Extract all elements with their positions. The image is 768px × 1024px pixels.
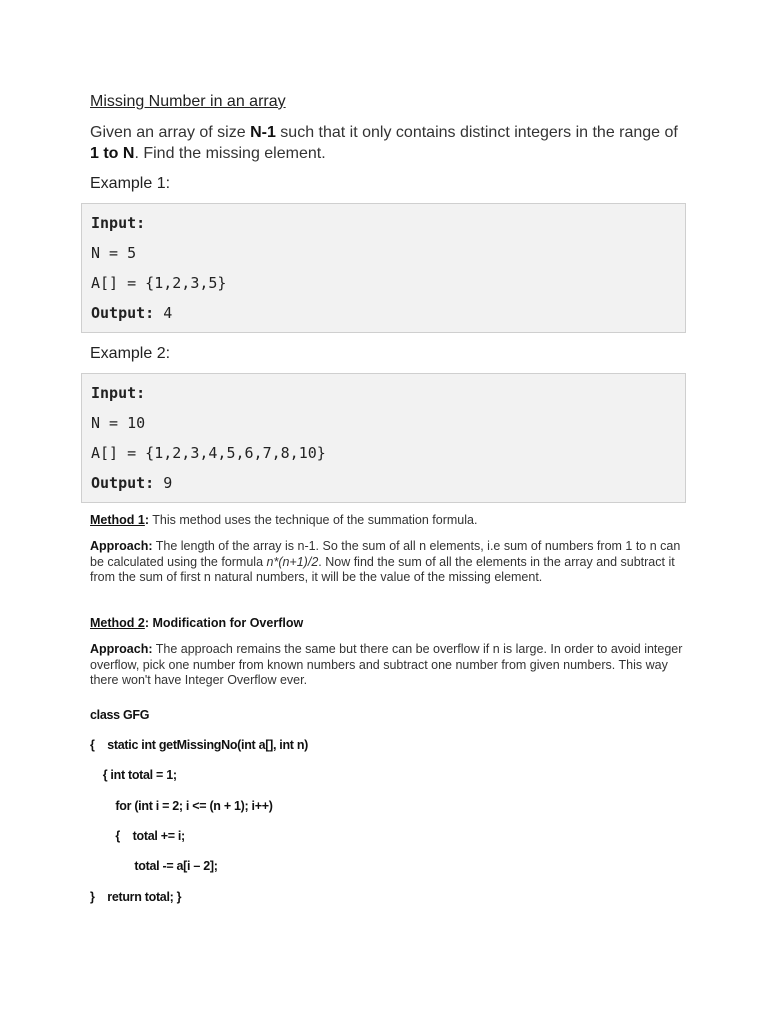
intro-text-1: Given an array of size <box>90 124 251 141</box>
code-line-6: total -= a[i – 2]; <box>90 859 218 873</box>
method-1-line <box>90 513 690 529</box>
approach-2-text: The approach remains the same but there can be overflow if n is large. In order to avoid integer overflow, pick one number from known numbers and subtract one number from given numbers. This way there won't have Integer Overflow ever. <box>90 642 683 687</box>
example-1-heading: Example 1: <box>90 175 171 192</box>
example-2-output-value: 9 <box>154 474 173 492</box>
intro-range-bold: 1 to N <box>90 145 135 162</box>
intro-size-bold: N-1 <box>250 124 276 141</box>
method-2-label: Method 2 <box>90 616 145 630</box>
example-1-output-label: Output: <box>91 304 155 322</box>
example-2-box <box>81 373 686 503</box>
example-2-input-label: Input: <box>91 384 146 402</box>
example-2-heading: Example 2: <box>90 345 171 362</box>
example-1-output-value: 4 <box>154 304 173 322</box>
code-line-7: } return total; } <box>90 890 182 904</box>
approach-1-paragraph <box>90 539 690 586</box>
code-line-1: class GFG <box>90 708 150 722</box>
example-1-output <box>91 304 172 322</box>
page-title: Missing Number in an array <box>90 93 286 110</box>
approach-2-paragraph <box>90 642 690 689</box>
approach-1-text-1: The length of the array is n-1. So the sum of all n elements, i.e sum of numbers from 1 to n can be calculated using the formula <box>90 539 681 569</box>
method-2-text: : Modification for Overflow <box>144 616 304 630</box>
method-1-label: Method 1 <box>90 513 145 527</box>
example-1-line-n: N = 5 <box>91 244 137 262</box>
code-line-2: { static int getMissingNo(int a[], int n) <box>90 738 309 752</box>
intro-text-2: such that it only contains distinct integers in the range of <box>275 124 678 141</box>
method-2-line <box>90 616 690 632</box>
example-2-line-n: N = 10 <box>91 414 146 432</box>
intro-text-3: . Find the missing element. <box>134 145 326 162</box>
code-line-3: { int total = 1; <box>90 768 177 782</box>
approach-1-text-2: . Now find the sum of all the elements in the array and subtract it from the sum of first n natural numbers, it will be the value of the missing element. <box>90 554 675 584</box>
method-1-colon: : <box>144 513 150 527</box>
approach-2-label: Approach: <box>90 642 153 656</box>
example-2-line-array: A[] = {1,2,3,4,5,6,7,8,10} <box>91 444 326 462</box>
problem-statement <box>90 122 690 164</box>
code-line-5: { total += i; <box>90 829 185 843</box>
example-2-output-label: Output: <box>91 474 155 492</box>
code-line-4: for (int i = 2; i <= (n + 1); i++) <box>90 799 273 813</box>
method-1-text: This method uses the technique of the summation formula. <box>149 513 478 527</box>
example-1-line-array: A[] = {1,2,3,5} <box>91 274 227 292</box>
example-2-output <box>91 474 172 492</box>
example-1-box <box>81 203 686 333</box>
example-1-input-label: Input: <box>91 214 146 232</box>
approach-1-formula: n*(n+1)/2 <box>266 554 319 569</box>
approach-1-label: Approach: <box>90 539 153 553</box>
